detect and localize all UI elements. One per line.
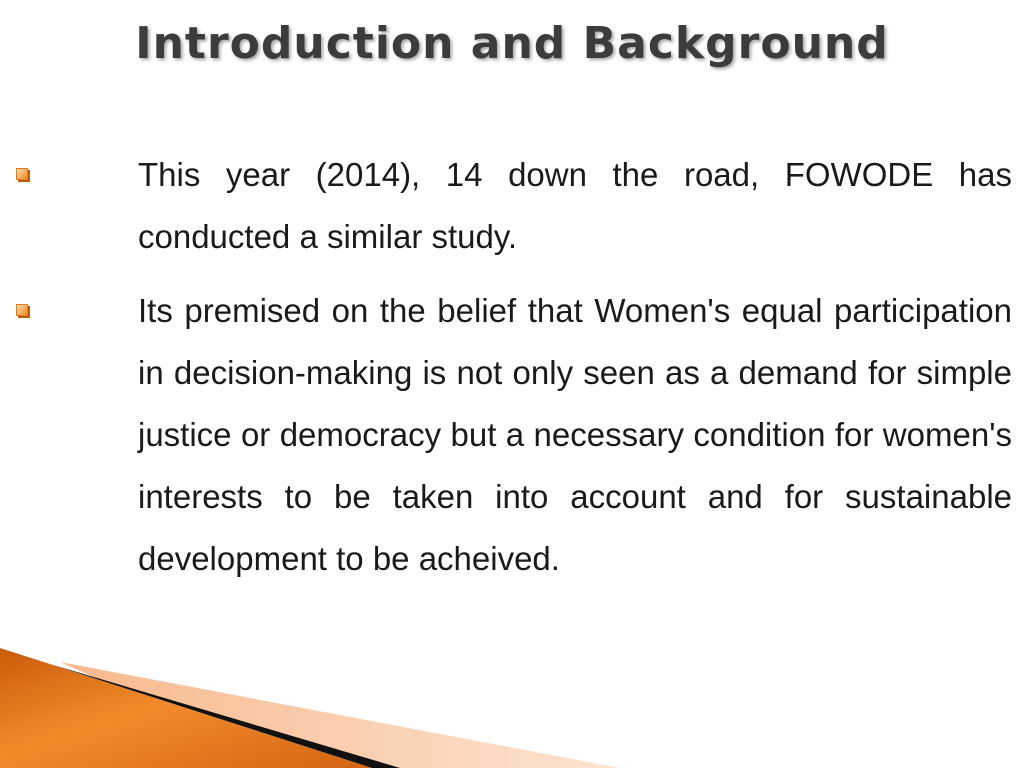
bullet-item [0,280,1024,590]
bullet-text: This year (2014), 14 down the road, FOWODE has conducted a similar study. [138,156,1012,255]
bullet-item [0,144,1024,268]
orange-square-bullet-icon [16,304,28,316]
black-swoosh [50,664,400,768]
bullet-list [0,144,1024,602]
orange-square-bullet-icon [16,168,28,180]
slide-title: Introduction and Background [135,18,889,69]
orange-wedge [0,648,372,768]
bullet-text: Its premised on the belief that Women's equal participation in decision-making is not only seen as a demand for simple justice or democracy but a necessary condition for women's interests to be taken into account and for sustainable development to be acheived. [138,292,1012,577]
peach-swoosh [60,662,620,768]
